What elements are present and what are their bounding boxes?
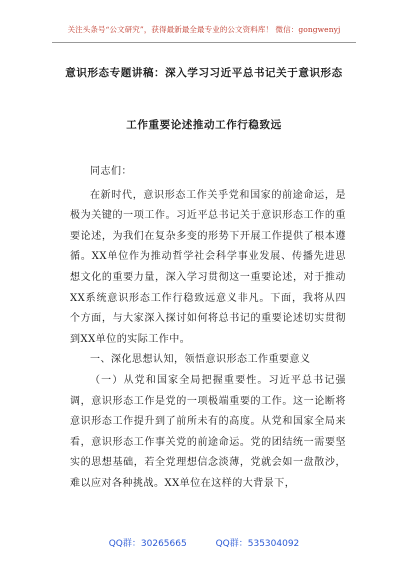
- body-paragraph-subsection-1: （一）从党和国家全局把握重要性。习近平总书记强调，意识形态工作是党的一项极端重要的工作。这一论断将意识形态工作提升到了前所未有的高度。从党和国家全局来看，意识形态工作事关党的前途命运。党的团结统一需要坚实的思想基础，若全党理想信念淡薄，党就会如一盘散沙，难以应对各种挑战。XX单位在这样的大背景下，: [70, 374, 346, 489]
- document-body: [70, 162, 346, 495]
- header-divider: [52, 42, 356, 43]
- footer-qq-group-2: QQ群：535304092: [215, 539, 300, 549]
- footer-qq-group-1: QQ群：30265665: [108, 539, 187, 549]
- section-heading-1: 一、深化思想认知，领悟意识形态工作重要意义: [90, 354, 311, 366]
- document-title-line-2: 工作重要论述推动工作行稳致远: [126, 119, 282, 131]
- footer-contact: [0, 536, 408, 549]
- greeting: 同志们：: [90, 166, 132, 177]
- document-title-line-1: 意识形态专题讲稿：深入学习习近平总书记关于意识形态: [65, 67, 343, 79]
- header-promo-note: 关注头条号“公文研究”，获得最新最全最专业的公文资料库！ 微信：gongwenyj: [67, 25, 341, 34]
- body-paragraph-intro: 在新时代，意识形态工作关乎党和国家的前途命运，是极为关键的一项工作。习近平总书记关于意识形态工作的重要论述，为我们在复杂多变的形势下开展工作提供了根本遵循。XX单位作为推动哲学社会科学事业发展、传播先进思想文化的重要力量，深入学习贯彻这一重要论述，对于推动XX系统意识形态工作行稳致远意义非凡。下面，我将从四个方面，与大家深入探讨如何将总书记的重要论述切实贯彻到XX单位的实际工作中。: [70, 189, 346, 345]
